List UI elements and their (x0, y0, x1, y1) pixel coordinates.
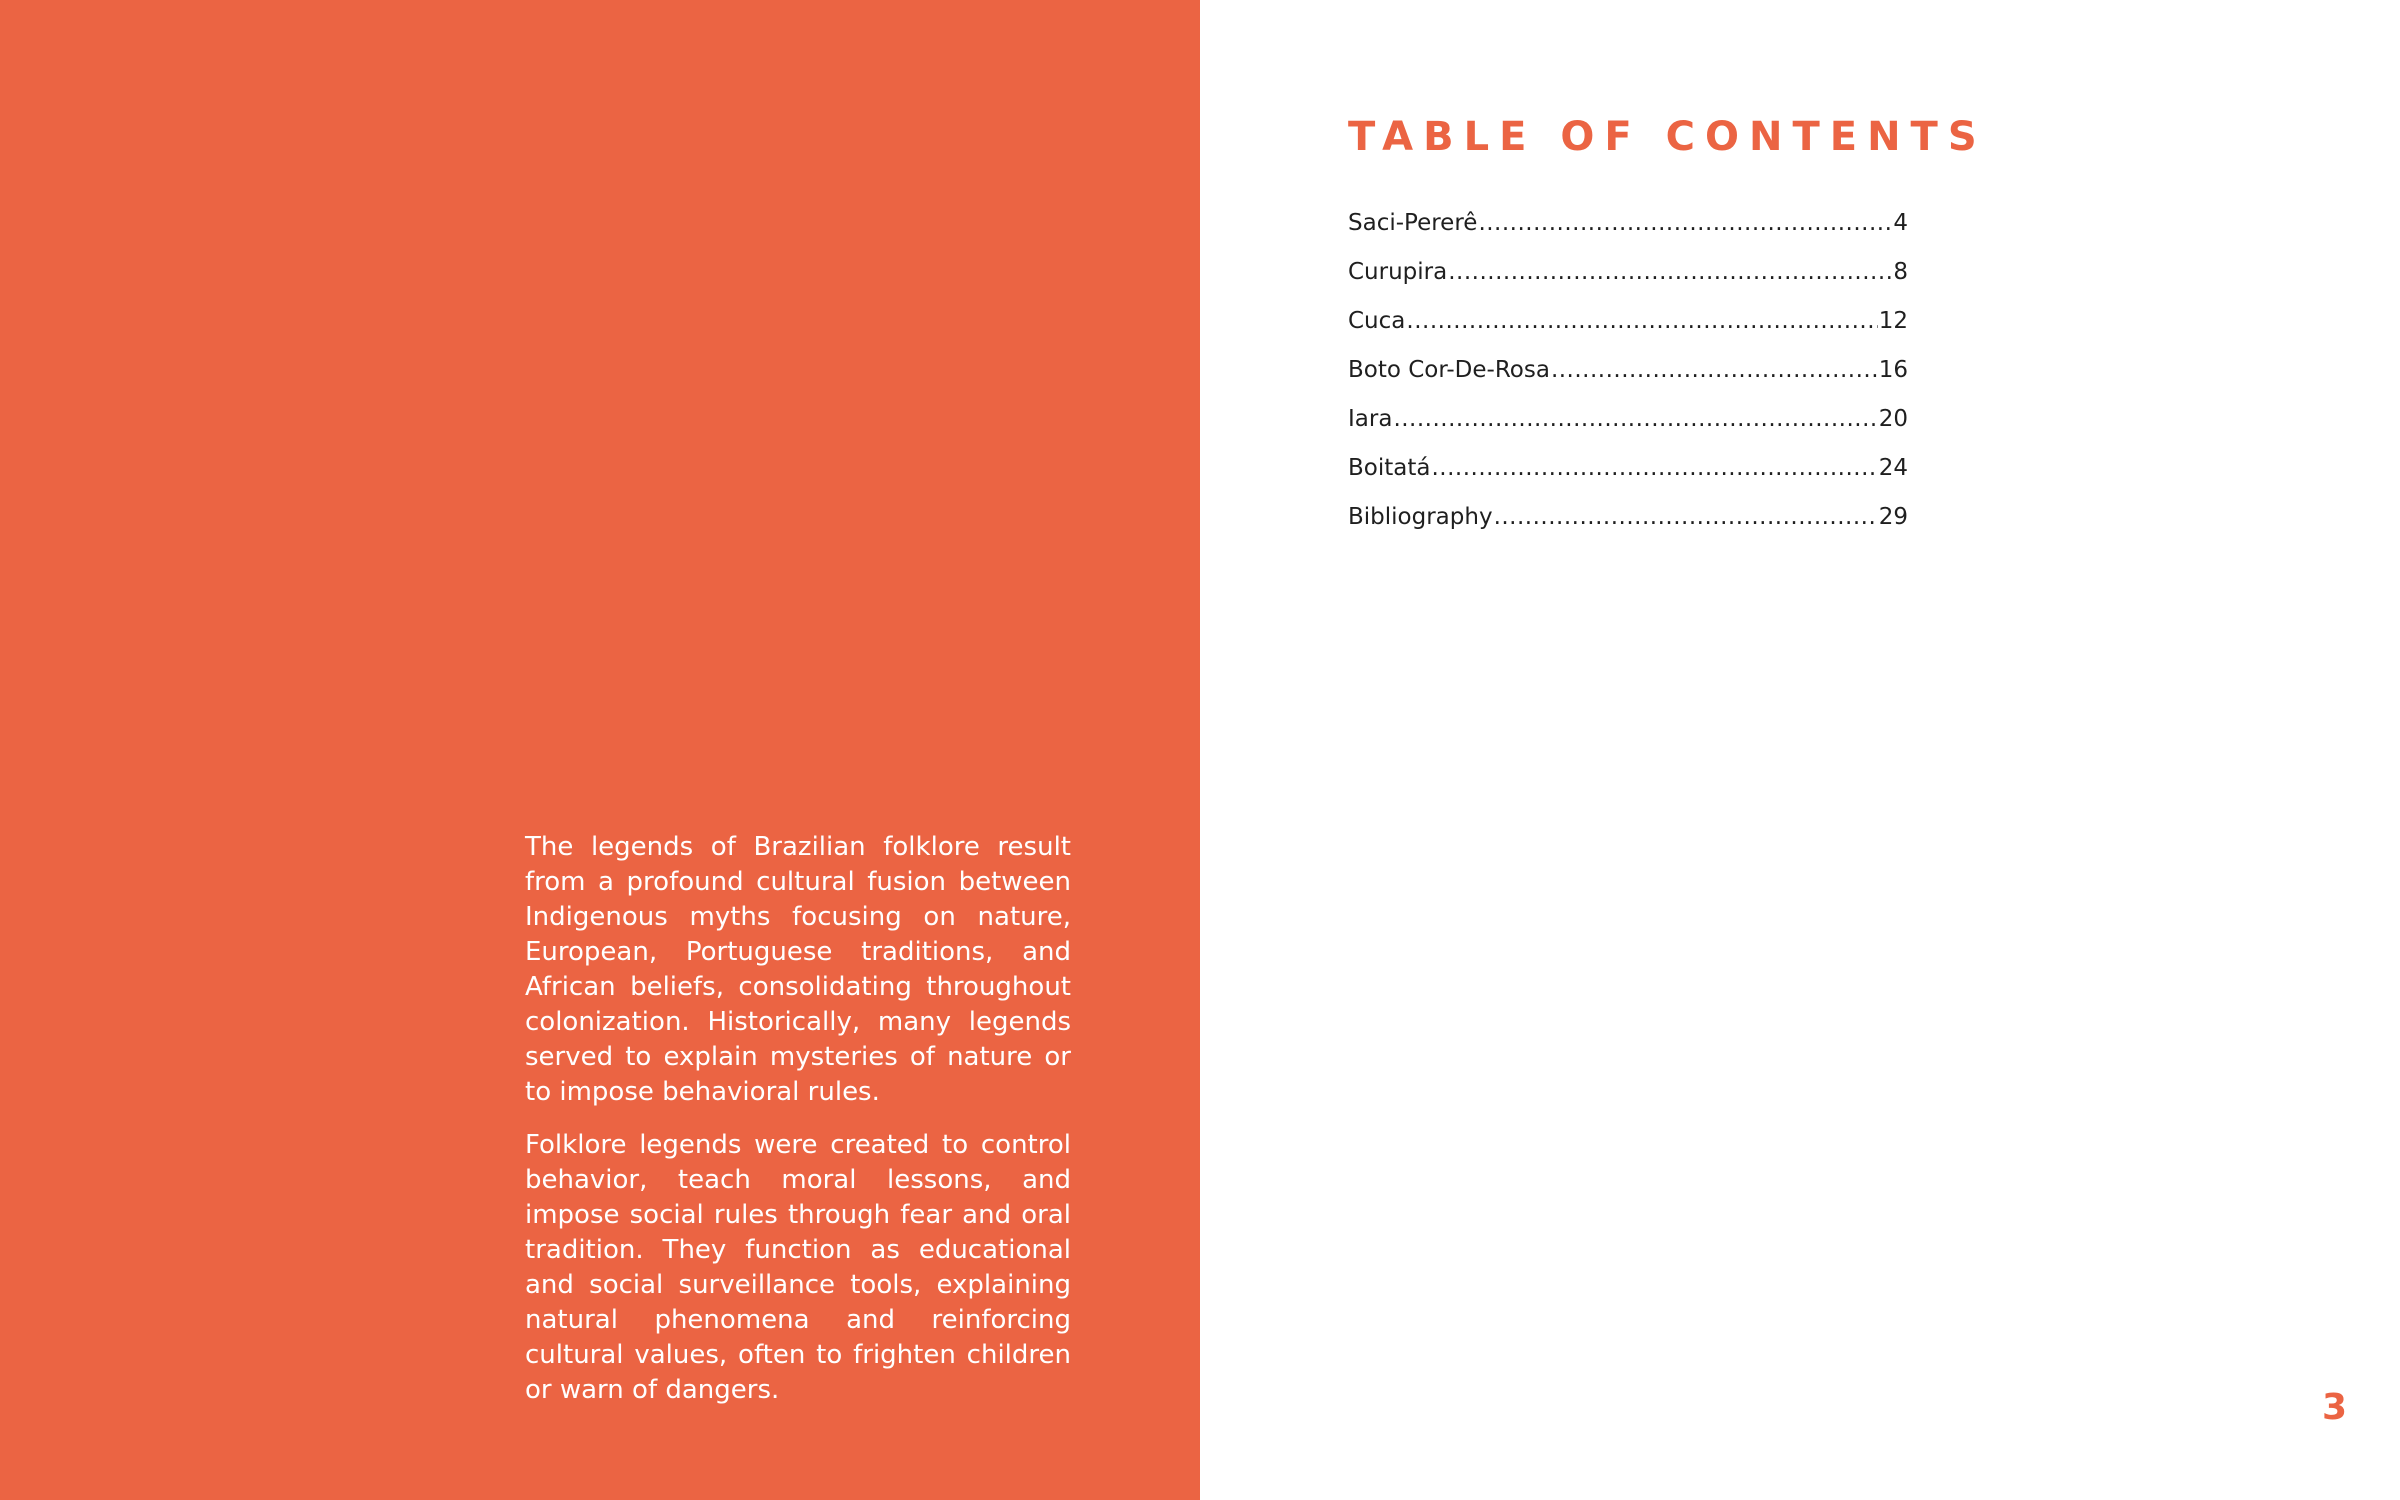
toc-entry-label: Boto Cor-De-Rosa (1348, 357, 1550, 383)
toc-dot-leader (1431, 455, 1877, 481)
toc-entry-bibliography[interactable] (1348, 504, 1908, 553)
toc-dot-leader (1494, 504, 1878, 530)
toc-entry-page: 24 (1878, 455, 1908, 481)
toc-entry-label: Cuca (1348, 308, 1406, 334)
toc-entry-label: Curupira (1348, 259, 1448, 285)
page-number: 3 (2321, 1387, 2347, 1428)
intro-paragraph: Folklore legends were created to control behavior, teach moral lessons, and impose social rules through fear and oral tradition. They function as educational and social surveillance tools, explaining natural phenomena and reinforcing cultural values, often to frighten children or warn of dangers. (525, 1130, 1071, 1405)
toc-dot-leader (1478, 210, 1892, 236)
toc-entry-page: 8 (1893, 259, 1908, 285)
toc-entry-page: 12 (1878, 308, 1908, 334)
toc-entry-page: 16 (1878, 357, 1908, 383)
toc-entry-cuca[interactable] (1348, 308, 1908, 357)
intro-paragraph: The legends of Brazilian folklore result from a profound cultural fusion between Indigenous myths focusing on nature, European, Portuguese traditions, and African beliefs, consolidating throughout colonization. Historically, many legends served to explain mysteries of nature or to impose behavioral rules. (525, 832, 1071, 1107)
toc-entry-curupira[interactable] (1348, 259, 1908, 308)
toc-entry-page: 29 (1878, 504, 1908, 530)
table-of-contents (1348, 210, 1908, 553)
toc-entry-label: Bibliography (1348, 504, 1493, 530)
toc-entry-page: 20 (1878, 406, 1908, 432)
toc-dot-leader (1393, 406, 1877, 432)
toc-title: TABLE OF CONTENTS (1348, 114, 1987, 160)
toc-entry-label: Boitatá (1348, 455, 1431, 481)
toc-dot-leader (1448, 259, 1892, 285)
toc-entry-boitata[interactable] (1348, 455, 1908, 504)
toc-entry-saci-perere[interactable] (1348, 210, 1908, 259)
toc-entry-boto-cor-de-rosa[interactable] (1348, 357, 1908, 406)
intro-text-block (525, 830, 1071, 1426)
toc-entry-iara[interactable] (1348, 406, 1908, 455)
toc-dot-leader (1406, 308, 1877, 334)
toc-dot-leader (1551, 357, 1878, 383)
toc-entry-label: Saci-Pererê (1348, 210, 1478, 236)
toc-entry-label: Iara (1348, 406, 1393, 432)
right-page-panel (1200, 0, 2400, 1500)
toc-entry-page: 4 (1893, 210, 1908, 236)
